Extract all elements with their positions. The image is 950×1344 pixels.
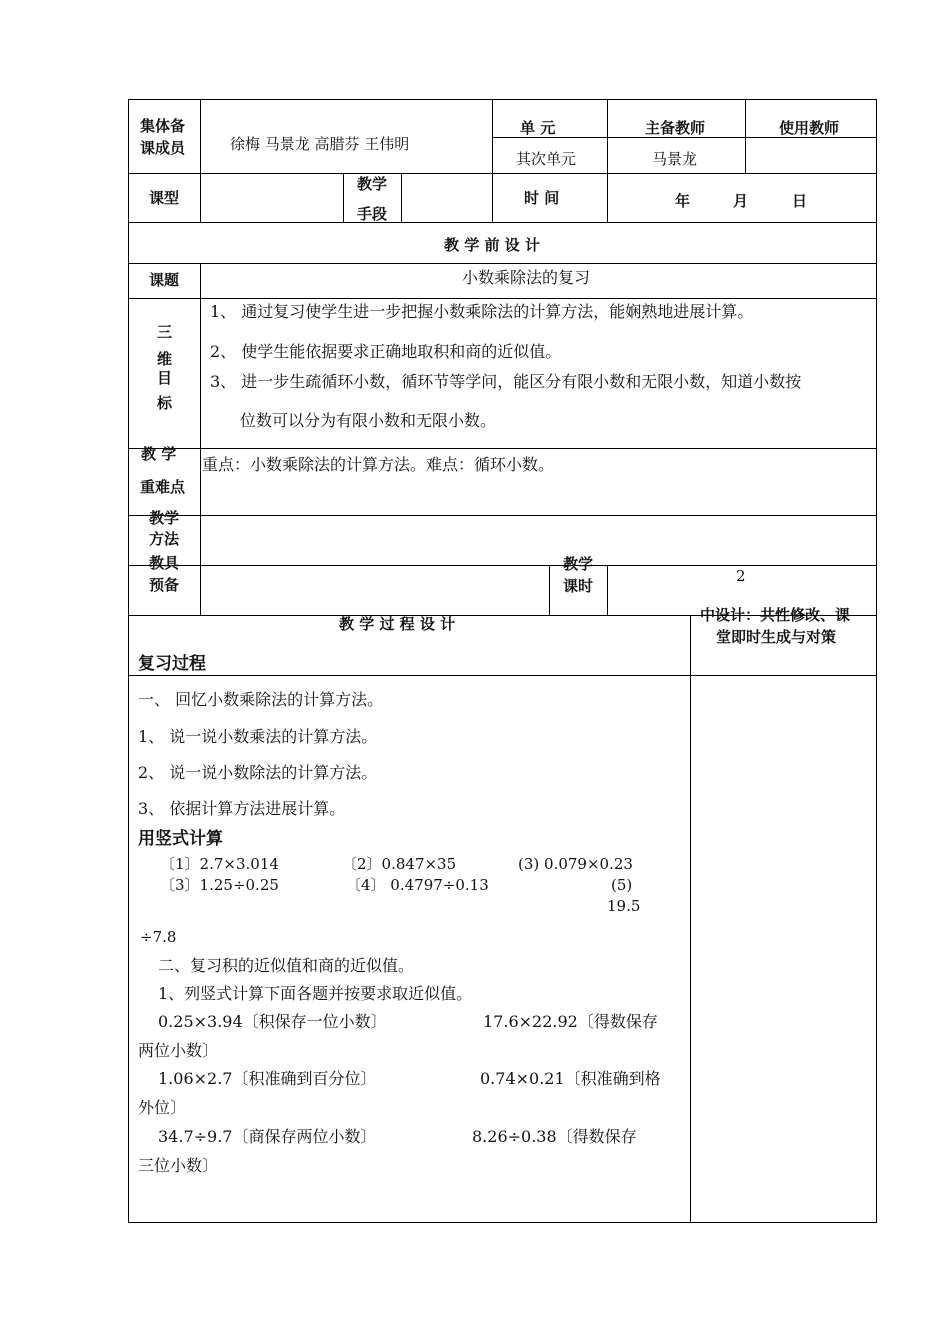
- key-points-value: 重点：小数乘除法的计算方法。难点：循环小数。: [202, 455, 555, 474]
- vertical-calc-title: 用竖式计算: [138, 829, 223, 849]
- unit-value: 其次单元: [516, 150, 577, 168]
- divider: [128, 448, 877, 449]
- divider: [200, 99, 201, 222]
- approx-question: 三位小数〕: [138, 1156, 219, 1175]
- key-points-label: 教 学: [141, 445, 177, 463]
- unit-label: 单 元: [520, 119, 556, 137]
- table-border-right: [876, 99, 877, 1223]
- goals-label: 维: [157, 350, 173, 368]
- approx-question: 1.06×2.7〔积准确到百分位〕: [158, 1069, 377, 1088]
- class-hours-label: 教学: [563, 555, 594, 573]
- approx-question: 两位小数〕: [138, 1041, 219, 1060]
- divider: [128, 675, 877, 676]
- equipment-label: 预备: [149, 576, 180, 594]
- divider: [343, 173, 344, 222]
- goals-label: 标: [157, 394, 173, 412]
- process-title: 教 学 过 程 设 计: [339, 615, 456, 633]
- lesson-type-label: 课型: [149, 189, 180, 207]
- divider: [128, 515, 877, 516]
- class-hours-label: 课时: [563, 577, 594, 595]
- divider: [549, 565, 550, 615]
- exercise: 〔3〕1.25÷0.25: [160, 876, 279, 894]
- divider: [492, 99, 493, 222]
- divider: [607, 99, 608, 222]
- table-border-top: [128, 99, 877, 100]
- goal-item-3: 3、 进一步生疏循环小数，循环节等学问，能区分有限小数和无限小数，知道小数按: [210, 372, 802, 391]
- process-subtitle: 复习过程: [138, 654, 206, 674]
- exercise: 〔4〕 0.4797÷0.13: [346, 876, 489, 894]
- exercise: (3) 0.079×0.23: [518, 855, 633, 873]
- goal-item-1: 1、 通过复习使学生进一步把握小数乘除法的计算方法，能娴熟地进展计算。: [210, 302, 754, 321]
- topic-value: 小数乘除法的复习: [462, 268, 591, 287]
- approx-question: 外位〕: [138, 1098, 187, 1117]
- approx-question: 8.26÷0.38〔得数保存: [472, 1127, 637, 1146]
- section-1-item: 1、 说一说小数乘法的计算方法。: [138, 727, 378, 746]
- divider: [128, 263, 877, 264]
- method-label: 教学: [149, 509, 180, 527]
- divider: [128, 173, 877, 174]
- class-hours-value: 2: [736, 567, 746, 585]
- exercise: (5): [611, 876, 633, 894]
- side-notes-title: 堂即时生成与对策: [716, 628, 837, 646]
- exercise: 〔2〕0.847×35: [342, 855, 457, 873]
- section-1-heading: 一、 回忆小数乘除法的计算方法。: [138, 690, 384, 709]
- section-2-heading: 二、复习积的近似值和商的近似值。: [158, 956, 415, 975]
- goals-label: 三: [157, 323, 173, 341]
- exercise: 19.5: [607, 897, 641, 915]
- divider: [607, 565, 608, 615]
- divider: [401, 173, 402, 222]
- goals-label: 目: [157, 369, 173, 387]
- divider: [128, 298, 877, 299]
- goal-item-3-cont: 位数可以分为有限小数和无限小数。: [240, 411, 497, 430]
- date-day: 日: [792, 192, 808, 210]
- side-notes-title: 中设计：共性修改、课: [700, 606, 851, 624]
- approx-question: 34.7÷9.7〔商保存两位小数〕: [158, 1127, 377, 1146]
- date-month: 月: [733, 192, 749, 210]
- exercise: 〔1〕2.7×3.014: [160, 855, 279, 873]
- divider: [690, 615, 691, 1223]
- approx-question: 0.74×0.21〔积准确到格: [480, 1069, 661, 1088]
- teaching-means-label: 手段: [357, 205, 388, 223]
- exercise: ÷7.8: [140, 928, 177, 946]
- pre-design-title: 教 学 前 设 计: [444, 236, 540, 254]
- members-label: 集体备: [140, 117, 186, 135]
- members-value: 徐梅 马景龙 高腊芬 王伟明: [230, 135, 410, 153]
- table-border-left: [128, 99, 129, 1223]
- user-teacher-label: 使用教师: [779, 119, 840, 137]
- divider: [745, 99, 746, 173]
- topic-label: 课题: [149, 271, 180, 289]
- table-border-bottom: [128, 1222, 877, 1223]
- teaching-means-label: 教学: [357, 175, 388, 193]
- approx-question: 0.25×3.94〔积保存一位小数〕: [158, 1012, 387, 1031]
- approx-question: 17.6×22.92〔得数保存: [483, 1012, 658, 1031]
- section-1-item: 2、 说一说小数除法的计算方法。: [138, 763, 378, 782]
- goal-item-2: 2、 使学生能依据要求正确地取积和商的近似值。: [210, 342, 562, 361]
- members-label: 课成员: [140, 139, 186, 157]
- divider: [200, 263, 201, 615]
- key-points-label: 重难点: [140, 478, 186, 496]
- date-year: 年: [675, 192, 691, 210]
- section-2-item: 1、列竖式计算下面各题并按要求取近似值。: [158, 984, 473, 1003]
- section-1-item: 3、 依据计算方法进展计算。: [138, 799, 346, 818]
- method-label: 方法: [149, 530, 180, 548]
- lead-teacher-label: 主备教师: [645, 119, 706, 137]
- equipment-label: 教具: [149, 554, 180, 572]
- time-label: 时 间: [524, 189, 560, 207]
- divider: [128, 565, 877, 566]
- lead-teacher-value: 马景龙: [652, 150, 698, 168]
- divider: [128, 222, 877, 223]
